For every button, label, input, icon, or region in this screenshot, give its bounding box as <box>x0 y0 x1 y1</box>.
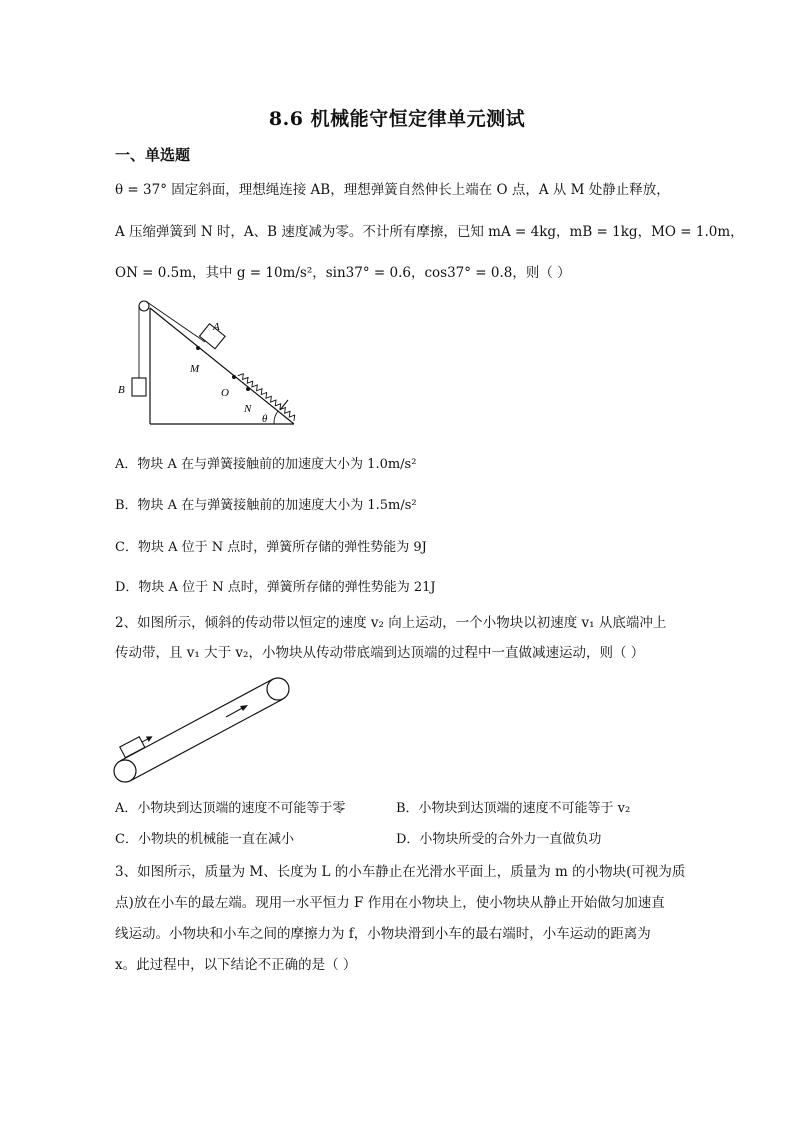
rope-incline <box>147 302 205 342</box>
q2-option-a: A．小物块到达顶端的速度不可能等于零 <box>115 801 346 816</box>
q3-line-4: x。此过程中，以下结论不正确的是（ ） <box>115 957 357 973</box>
point-n <box>246 387 250 391</box>
q2-option-d: D．小物块所受的合外力一直做负功 <box>396 832 602 847</box>
q2-option-b: B．小物块到达顶端的速度不可能等于 v₂ <box>396 801 631 816</box>
belt-bottom <box>130 699 283 781</box>
document-title: 8.6 机械能守恒定律单元测试 <box>268 108 526 130</box>
label-a: A <box>213 321 220 333</box>
point-m <box>196 346 200 350</box>
section-heading: 一、单选题 <box>115 146 191 164</box>
q3-line-2: 点)放在小车的最左端。现用一水平恒力 F 作用在小物块上，使小物块从静止开始做匀加速直 <box>115 895 665 911</box>
small-block <box>120 737 145 758</box>
angle-arc <box>274 411 278 424</box>
label-b: B <box>118 384 125 396</box>
q2-line-1: 2、如图所示，倾斜的传动带以恒定的速度 v₂ 向上运动，一个小物块以初速度 v₁ 从底端冲上 <box>115 615 667 631</box>
q1-option-d: D．物块 A 位于 N 点时，弹簧所存储的弹性势能为 21J <box>115 580 436 595</box>
conveyor-figure <box>108 672 298 788</box>
q3-line-3: 线运动。小物块和小车之间的摩擦力为 f，小物块滑到小车的最右端时，小车运动的距离为 <box>115 926 651 942</box>
q1-line-2: A 压缩弹簧到 N 时，A、B 速度减为零。不计所有摩擦，已知 mA = 4kg，mB = 1kg，MO = 1.0m， <box>115 224 744 240</box>
q2-option-c: C．小物块的机械能一直在减小 <box>115 832 294 847</box>
bottom-roller-icon <box>114 760 136 782</box>
q1-line-1: θ = 37° 固定斜面，理想绳连接 AB，理想弹簧自然伸长上端在 O 点，A 从 M 处静止释放， <box>115 182 670 198</box>
q2-line-2: 传动带，且 v₁ 大于 v₂，小物块从传动带底端到达顶端的过程中一直做减速运动，则（ ） <box>115 645 645 661</box>
incline-surface <box>150 308 294 424</box>
label-theta: θ <box>262 413 268 425</box>
label-o: O <box>221 387 229 399</box>
q1-option-b: B．物块 A 在与弹簧接触前的加速度大小为 1.5m/s² <box>115 498 417 513</box>
label-m: M <box>190 363 200 375</box>
q1-option-c: C．物块 A 位于 N 点时，弹簧所存储的弹性势能为 9J <box>115 540 427 555</box>
point-o <box>232 375 236 379</box>
q3-line-1: 3、如图所示，质量为 M、长度为 L 的小车静止在光滑水平面上，质量为 m 的小物块(可视为质 <box>115 864 686 880</box>
block-b <box>132 378 146 396</box>
label-n: N <box>244 403 252 415</box>
q1-option-a: A．物块 A 在与弹簧接触前的加速度大小为 1.0m/s² <box>115 457 417 472</box>
q1-line-3: ON = 0.5m，其中 g = 10m/s²，sin37° = 0.6，cos37° = 0.8，则（ ） <box>115 265 571 281</box>
top-roller-icon <box>267 678 289 700</box>
incline-figure <box>110 296 310 432</box>
